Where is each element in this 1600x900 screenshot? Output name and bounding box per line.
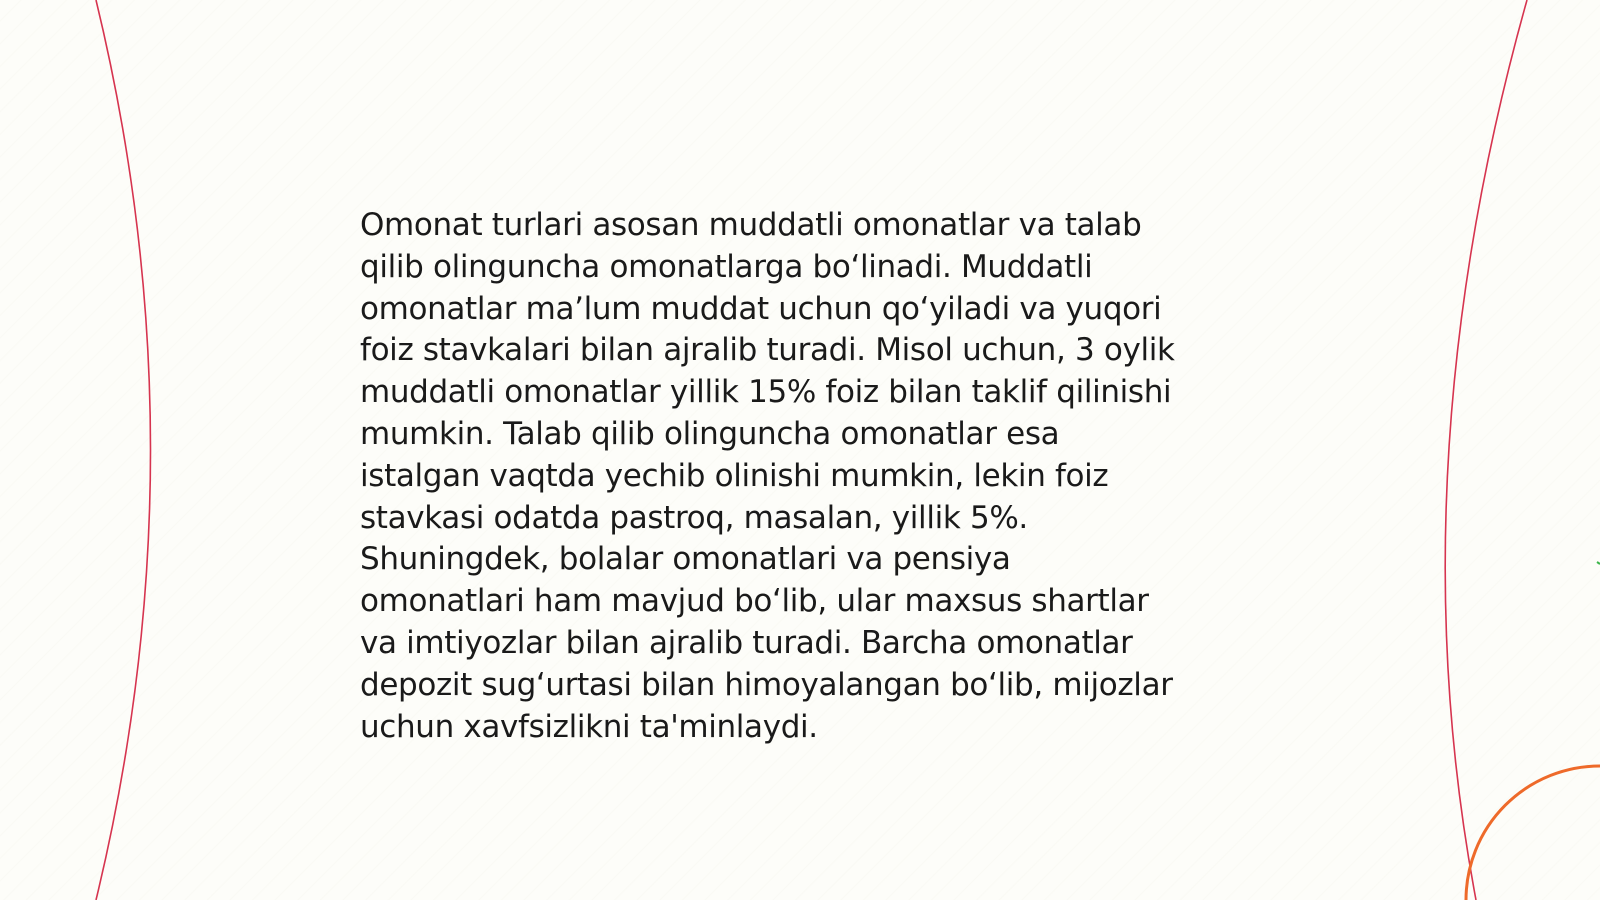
left-curve-line	[96, 0, 151, 900]
right-curve-line	[1445, 0, 1527, 900]
body-paragraph: Omonat turlari asosan muddatli omonatlar va talab qilib olinguncha omonatlarga bo‘linadi. Muddatli omonatlar ma’lum muddat uchun qo‘yiladi va yuqori foiz stavkalari bilan ajralib turadi. Misol uchun, 3 oylik muddatli omonatlar yillik 15% foiz bilan taklif qilinishi mumkin. Talab qilib olinguncha omonatlar esa istalgan vaqtda yechib olinishi mumkin, lekin foiz stavkasi odatda pastroq, masalan, yillik 5%. Shuningdek, bolalar omonatlari va pensiya omonatlari ham mavjud bo‘lib, ular maxsus shartlar va imtiyozlar bilan ajralib turadi. Barcha omonatlar depozit sug‘urtasi bilan himoyalangan bo‘lib, mijozlar uchun xavfsizlikni ta'minlaydi.	[360, 207, 1175, 745]
orange-ring-shape	[1466, 766, 1600, 900]
